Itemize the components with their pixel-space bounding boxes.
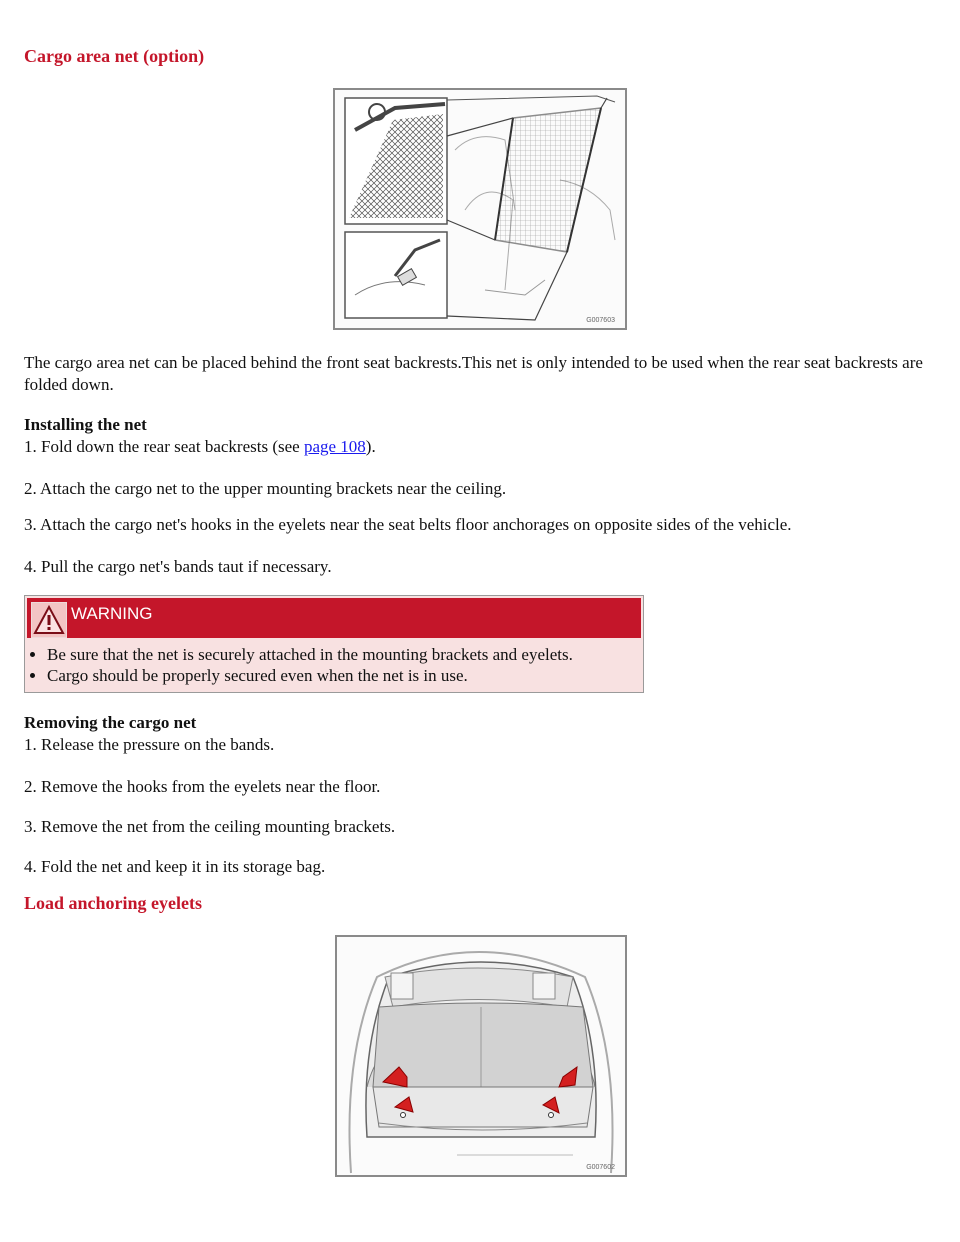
section-heading-cargo-net: Cargo area net (option) bbox=[24, 46, 205, 66]
warning-item: • Be sure that the net is securely attached in the mounting brackets and eyelets. bbox=[47, 644, 573, 665]
figure-id: G007603 bbox=[586, 317, 615, 324]
warning-title: WARNING bbox=[71, 604, 153, 623]
installing-title: Installing the net bbox=[24, 415, 147, 434]
cargo-net-drawing bbox=[335, 90, 625, 328]
remove-step-3: 3. Remove the net from the ceiling mounting brackets. bbox=[24, 817, 396, 836]
figure-id: G007602 bbox=[586, 1164, 615, 1171]
install-step-2: 2. Attach the cargo net to the upper mounting brackets near the ceiling. bbox=[24, 479, 507, 498]
warning-box bbox=[24, 595, 644, 693]
remove-step-2: 2. Remove the hooks from the eyelets near the floor. bbox=[24, 777, 381, 796]
remove-step-1: 1. Release the pressure on the bands. bbox=[24, 735, 275, 754]
warning-item: • Cargo should be properly secured even when the net is in use. bbox=[47, 665, 573, 686]
page-108-link[interactable]: page 108 bbox=[303, 437, 366, 456]
intro-paragraph: The cargo area net can be placed behind the front seat backrests.This net is only intended to be used when the rear seat backrests are folded down. bbox=[24, 353, 923, 394]
install-step-1 bbox=[24, 436, 939, 458]
install-step-4: 4. Pull the cargo net's bands taut if necessary. bbox=[24, 557, 332, 576]
install-step-3: 3. Attach the cargo net's hooks in the eyelets near the seat belts floor anchorages on opposite sides of the vehicle. bbox=[24, 515, 792, 534]
install-step-1-suffix: ). bbox=[365, 437, 376, 456]
warning-triangle-icon bbox=[31, 602, 67, 638]
section-heading-load-eyelets: Load anchoring eyelets bbox=[24, 893, 202, 913]
load-eyelets-drawing bbox=[337, 937, 625, 1175]
removing-title: Removing the cargo net bbox=[24, 713, 197, 732]
cargo-net-illustration bbox=[333, 88, 627, 330]
warning-header bbox=[27, 598, 641, 638]
load-eyelets-illustration bbox=[335, 935, 627, 1177]
install-step-1-prefix: 1. Fold down the rear seat backrests (see bbox=[24, 437, 304, 456]
warning-list bbox=[25, 644, 573, 686]
remove-step-4: 4. Fold the net and keep it in its storage bag. bbox=[24, 857, 326, 876]
